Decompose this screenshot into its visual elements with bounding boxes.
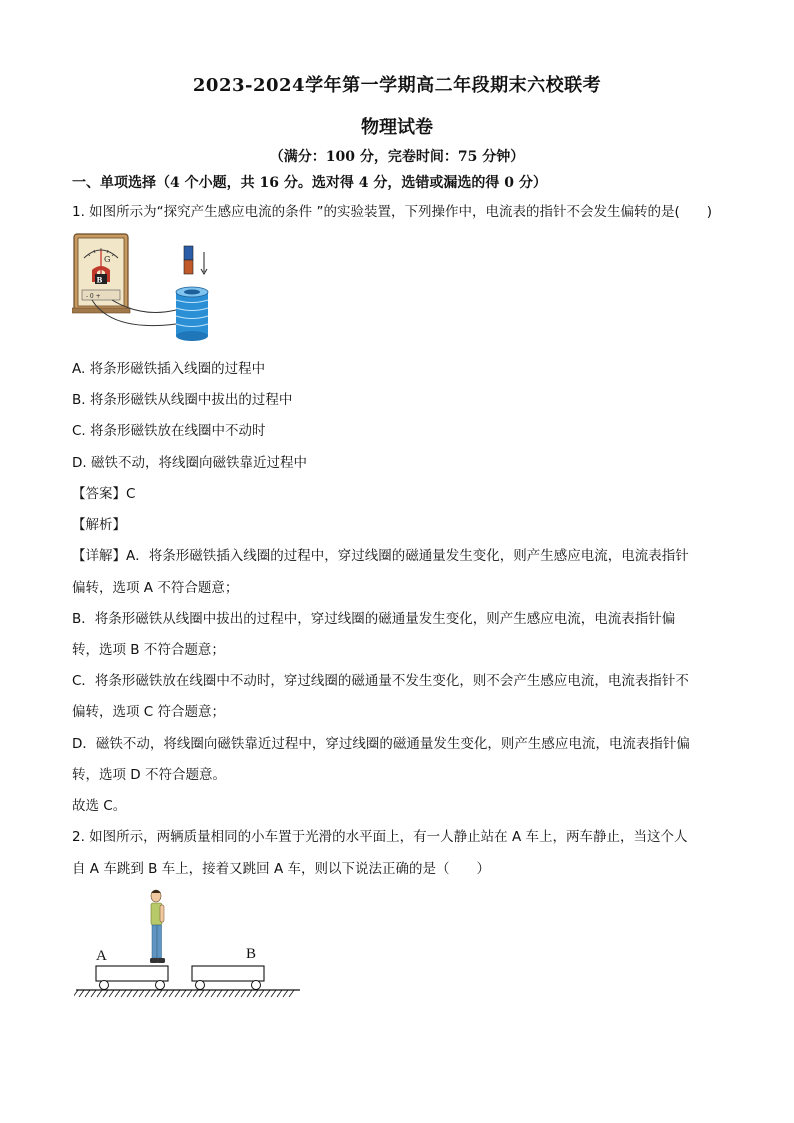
q1-stem: 1. 如图所示为“探究产生感应电流的条件 ”的实验装置，下列操作中，电流表的指针不会发生偏转的是( ) [72,204,712,220]
ground-hatch [109,990,114,997]
ground-hatch [79,990,84,997]
ground-hatch [259,990,264,997]
galvanometer-label: G [104,255,111,264]
ground-hatch [235,990,240,997]
ground-hatch [163,990,168,997]
ground-hatch [85,990,90,997]
ground-hatch [289,990,294,997]
analysis-line: 【详解】A．将条形磁铁插入线圈的过程中，穿过线圈的磁通量发生变化，则产生感应电流，电流表指针 [72,548,689,564]
ground-hatch [253,990,258,997]
analysis-line: C．将条形磁铁放在线圈中不动时，穿过线圈的磁通量不发生变化，则不会产生感应电流，电流表指针不 [72,673,689,689]
ground-hatch [187,990,192,997]
ground-hatch [127,990,132,997]
ground-hatch [121,990,126,997]
ground-hatch [97,990,102,997]
svg-text:B: B [96,275,103,285]
analysis-line: 转，选项 B 不符合题意； [72,642,225,658]
q2-figure [74,886,304,1002]
scale-marks: - 0 + [86,293,101,300]
q1-analysis-label: 【解析】 [72,517,126,533]
ground-hatch [211,990,216,997]
q1-option-d: D. 磁铁不动，将线圈向磁铁靠近过程中 [72,455,307,471]
ground-hatch [277,990,282,997]
ground-hatch [205,990,210,997]
ground-hatch [247,990,252,997]
q1-figure [72,232,232,344]
subject-title: 物理试卷 [361,117,433,138]
ground-hatch [103,990,108,997]
ground-hatch [241,990,246,997]
ground-hatch [223,990,228,997]
ground-hatch [157,990,162,997]
q2-stem-line: 2. 如图所示，两辆质量相同的小车置于光滑的水平面上，有一人静止站在 A 车上，两车静止，当这个人 [72,829,688,845]
q2-stem-line: 自 A 车跳到 B 车上，接着又跳回 A 车，则以下说法正确的是（ ） [72,861,490,877]
analysis-line: 偏转，选项 A 不符合题意； [72,580,239,596]
analysis-line: 偏转，选项 C 符合题意； [72,704,226,720]
exam-title: 2023-2024学年第一学期高二年段期末六校联考 [192,75,602,96]
ground-hatch [193,990,198,997]
cart-a [96,966,168,981]
ground-hatch [181,990,186,997]
analysis-line: B．将条形磁铁从线圈中拔出的过程中，穿过线圈的磁通量发生变化，则产生感应电流，电流表指针偏 [72,611,676,627]
ground-hatch [217,990,222,997]
q1-option-a: A. 将条形磁铁插入线圈的过程中 [72,361,266,377]
person-figure [150,890,165,963]
ground-hatch [145,990,150,997]
exam-info: （满分：100 分，完卷时间：75 分钟） [269,149,525,165]
ground-hatch [265,990,270,997]
analysis-line: 转，选项 D 不符合题意。 [72,767,226,783]
ground-hatch [169,990,174,997]
ground-hatch [199,990,204,997]
ground-hatch [139,990,144,997]
ground-hatch [133,990,138,997]
q1-answer: 【答案】C [72,486,136,502]
analysis-line: D．磁铁不动，将线圈向磁铁靠近过程中，穿过线圈的磁通量发生变化，则产生感应电流，电流表指针偏 [72,736,690,752]
analysis-conclusion: 故选 C。 [72,798,127,814]
ground-hatch [74,990,78,997]
ground-hatch [115,990,120,997]
q1-option-c: C. 将条形磁铁放在线圈中不动时 [72,423,266,439]
cart-b-label: B [246,946,257,962]
cart-b [192,966,264,981]
ground-hatch [283,990,288,997]
ground-hatch [175,990,180,997]
ground-hatch [229,990,234,997]
section-heading: 一、单项选择（4 个小题，共 16 分。选对得 4 分，选错或漏选的得 0 分） [72,175,547,191]
cart-a-label: A [96,948,107,964]
q1-option-b: B. 将条形磁铁从线圈中拔出的过程中 [72,392,293,408]
ground-hatch [271,990,276,997]
ground-hatch [151,990,156,997]
ground-hatch [91,990,96,997]
